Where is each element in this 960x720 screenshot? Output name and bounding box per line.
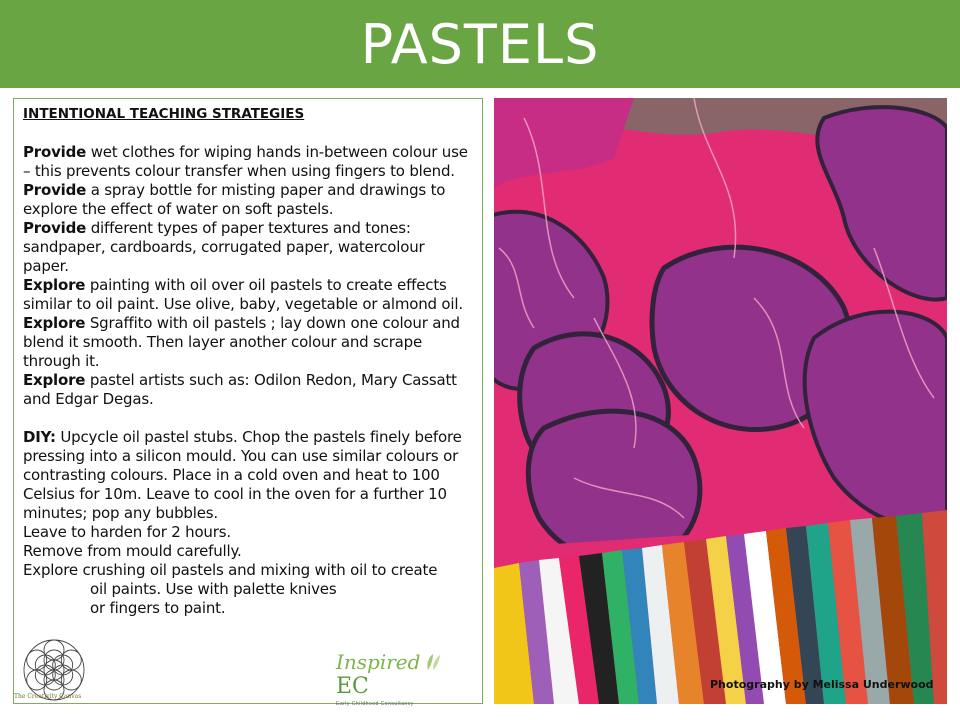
diy-paragraph xyxy=(23,428,473,523)
inspired-ec: EC xyxy=(336,674,369,699)
diy-line: Remove from mould carefully. xyxy=(23,542,242,560)
diy-line: Explore crushing oil pastels and mixing with oil to create xyxy=(23,561,438,579)
strategy-verb: Provide xyxy=(23,181,87,199)
strategy-verb: Explore xyxy=(23,314,86,332)
strategy-text: pastel artists such as: Odilon Redon, Mary Cassatt and Edgar Degas. xyxy=(23,371,457,408)
diy-line: oil paints. Use with palette knives xyxy=(90,580,337,598)
strategy-item xyxy=(23,371,473,409)
leaf-icon xyxy=(425,653,441,671)
inspired-subtitle: Early Childhood Consultancy xyxy=(336,701,414,707)
oil-pastel-artwork-photo xyxy=(494,98,947,704)
strategies-list xyxy=(23,143,473,409)
strategy-text: a spray bottle for misting paper and drawings to explore the effect of water on soft pastels. xyxy=(23,181,446,218)
creativity-canvas-caption: The Creativity Canvas xyxy=(14,693,82,700)
photo-credit: Photography by Melissa Underwood xyxy=(710,678,934,691)
spacer xyxy=(23,409,473,428)
diy-section xyxy=(23,428,473,618)
strategy-text: Sgraffito with oil pastels ; lay down one colour and blend it smooth. Then layer another colour and scrape through it. xyxy=(23,314,460,370)
diy-text: Upcycle oil pastel stubs. Chop the pastels finely before pressing into a silicon mould. You can use similar colours or contrasting colours. Place in a cold oven and heat to 100 Celsius for 10m. Leave to cool in the oven for a further 10 minutes; pop any bubbles. xyxy=(23,428,462,522)
inspired-ec-logo xyxy=(336,650,466,707)
title-banner xyxy=(0,0,960,88)
diy-label: DIY: xyxy=(23,428,56,446)
strategy-item xyxy=(23,276,473,314)
teaching-strategies-panel xyxy=(13,98,483,704)
inspired-word: Inspired xyxy=(336,650,421,674)
strategy-verb: Provide xyxy=(23,219,87,237)
strategy-item xyxy=(23,181,473,219)
strategies-heading: INTENTIONAL TEACHING STRATEGIES xyxy=(23,106,305,122)
diy-line: Leave to harden for 2 hours. xyxy=(23,523,231,541)
strategy-item xyxy=(23,314,473,371)
diy-line: or fingers to paint. xyxy=(90,599,226,617)
strategy-text: different types of paper textures and tones: sandpaper, cardboards, corrugated paper, watercolour paper. xyxy=(23,219,425,275)
strategy-item xyxy=(23,143,473,181)
strategy-text: wet clothes for wiping hands in-between colour use – this prevents colour transfer when using fingers to blend. xyxy=(23,143,468,180)
strategy-verb: Explore xyxy=(23,276,86,294)
strategy-verb: Explore xyxy=(23,371,86,389)
strategy-item xyxy=(23,219,473,276)
page-title: PASTELS xyxy=(360,12,600,76)
strategy-verb: Provide xyxy=(23,143,87,161)
strategy-text: painting with oil over oil pastels to create effects similar to oil paint. Use olive, baby, vegetable or almond oil. xyxy=(23,276,463,313)
